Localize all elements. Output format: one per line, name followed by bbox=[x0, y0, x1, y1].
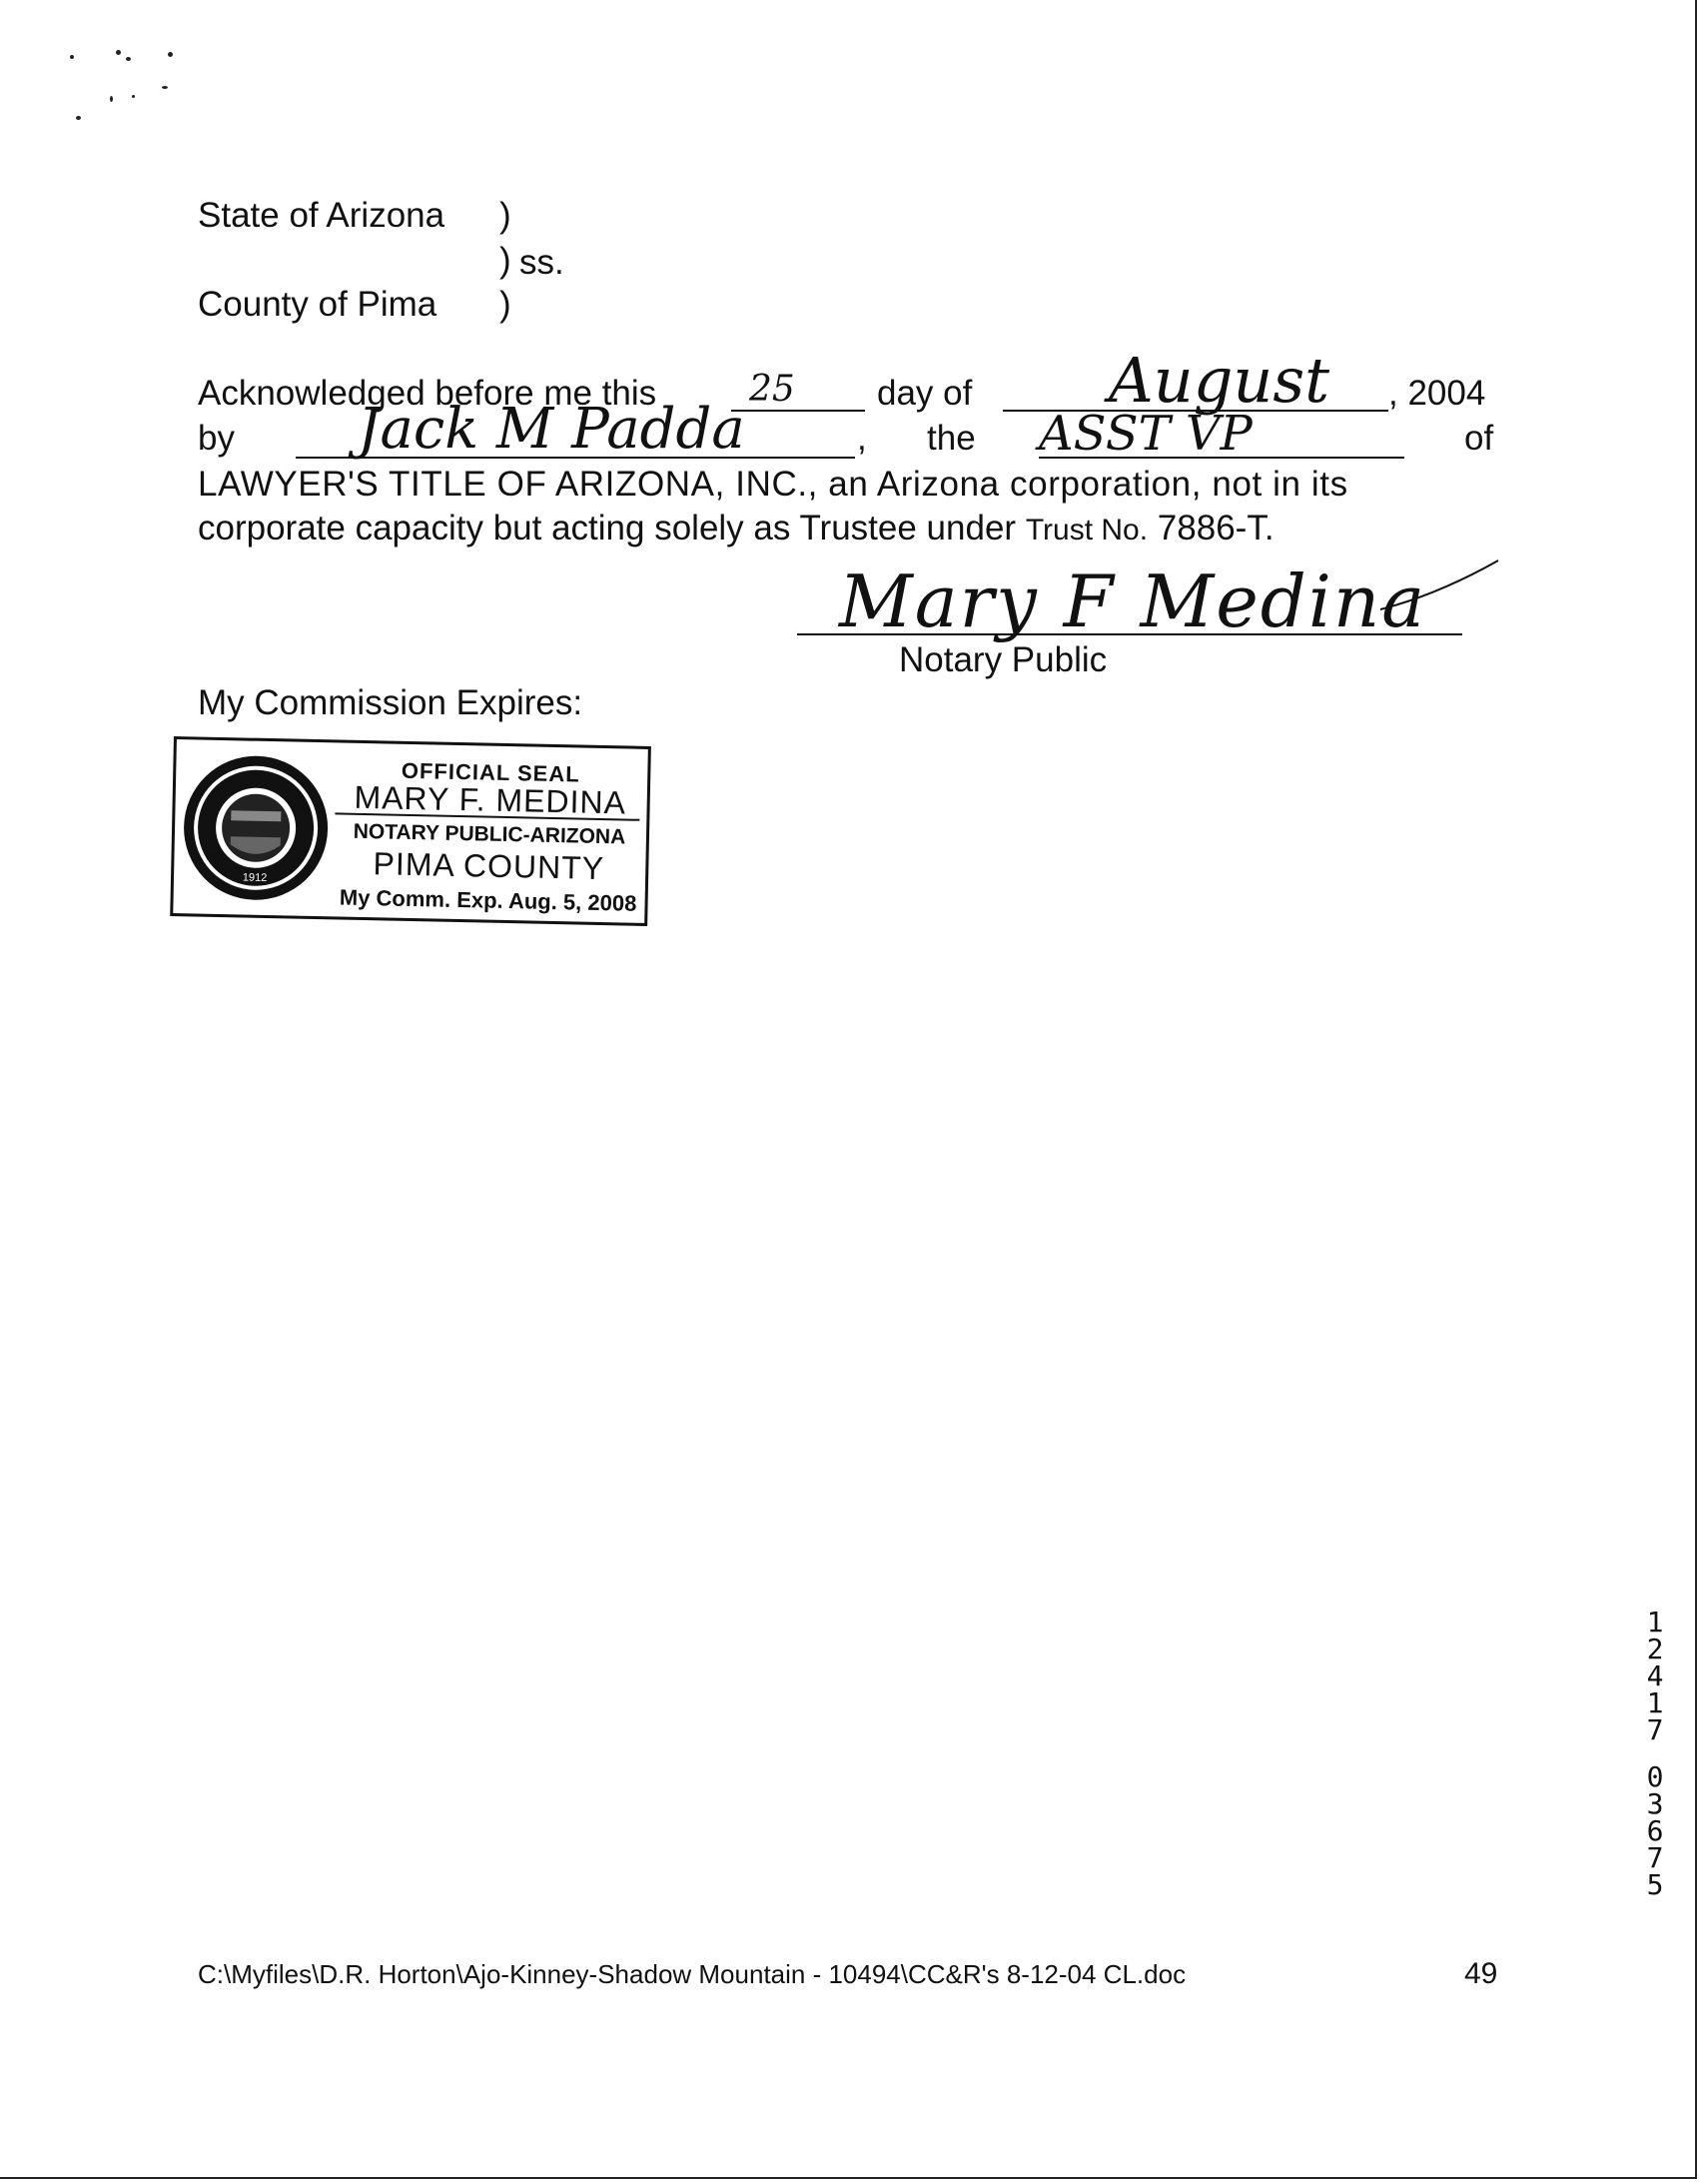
footer-page-number: 49 bbox=[1464, 1957, 1498, 1990]
ack-year: , 2004 bbox=[1388, 374, 1486, 413]
stamp-digit: 1 bbox=[1646, 1686, 1664, 1719]
signature-flourish bbox=[1378, 554, 1503, 614]
ack-day-of: day of bbox=[877, 374, 973, 413]
day-blank bbox=[731, 410, 865, 412]
ack-line4 bbox=[198, 511, 1275, 546]
stamp-digit: 5 bbox=[1646, 1868, 1664, 1901]
name-handwritten: Jack M Padda bbox=[358, 397, 745, 462]
seal-name: MARY F. MEDINA bbox=[354, 778, 627, 821]
notary-label: Notary Public bbox=[899, 640, 1108, 679]
ack-comma: , bbox=[857, 419, 867, 458]
scan-speck bbox=[76, 116, 81, 120]
month-handwritten: August bbox=[1109, 344, 1330, 417]
scan-speck bbox=[132, 95, 135, 98]
stamp-digit: 0 bbox=[1646, 1760, 1664, 1793]
seal-title: OFFICIAL SEAL bbox=[401, 757, 580, 787]
stamp-digit: 7 bbox=[1646, 1713, 1664, 1746]
scan-speck bbox=[116, 50, 121, 55]
ack-line4-main: corporate capacity but acting solely as Trustee under bbox=[198, 509, 1017, 547]
scan-speck bbox=[70, 55, 74, 59]
day-handwritten: 25 bbox=[749, 369, 795, 410]
seal-role: NOTARY PUBLIC-ARIZONA bbox=[353, 819, 626, 849]
title-handwritten: ASST VP bbox=[1039, 406, 1253, 462]
scan-speck bbox=[168, 52, 173, 57]
stamp-digit: 1 bbox=[1646, 1606, 1664, 1638]
stamp-digit: 7 bbox=[1646, 1841, 1664, 1874]
stamp-digit: 4 bbox=[1646, 1659, 1664, 1692]
venue-ss: ss. bbox=[519, 243, 564, 282]
ack-line4-small: Trust No. bbox=[1025, 514, 1149, 546]
scan-speck bbox=[110, 96, 113, 102]
official-seal-stamp bbox=[170, 736, 651, 926]
ack-line1-start: Acknowledged before me this bbox=[198, 374, 657, 413]
venue-county: County of Pima bbox=[198, 285, 437, 324]
recording-stamp bbox=[1638, 1606, 1672, 1901]
venue-paren-3: ) bbox=[499, 285, 511, 324]
ack-by: by bbox=[198, 419, 235, 458]
ack-line4-end: 7886-T. bbox=[1157, 509, 1275, 547]
ack-of: of bbox=[1464, 419, 1494, 458]
footer-file-path: C:\Myfiles\D.R. Horton\Ajo-Kinney-Shadow Mountain - 10494\CC&R's 8-12-04 CL.doc bbox=[198, 1959, 1187, 1989]
arizona-state-seal-icon bbox=[180, 751, 333, 904]
seal-expires: My Comm. Exp. Aug. 5, 2008 bbox=[339, 884, 637, 916]
ack-the: the bbox=[927, 419, 976, 458]
stamp-digit: 3 bbox=[1646, 1787, 1664, 1820]
scan-speck bbox=[162, 86, 168, 89]
svg-text:1912: 1912 bbox=[242, 871, 268, 884]
commission-label: My Commission Expires: bbox=[198, 683, 583, 722]
ack-line3: LAWYER'S TITLE OF ARIZONA, INC., an Arizona corporation, not in its bbox=[198, 465, 1348, 504]
stamp-digit: 2 bbox=[1646, 1633, 1664, 1665]
scan-speck bbox=[126, 57, 131, 61]
venue-paren-1: ) bbox=[499, 196, 511, 235]
venue-paren-2: ) bbox=[499, 241, 511, 280]
notary-signature: Mary F Medina bbox=[839, 559, 1427, 643]
seal-county: PIMA COUNTY bbox=[373, 845, 605, 887]
stamp-digit: 6 bbox=[1646, 1814, 1664, 1847]
venue-state: State of Arizona bbox=[198, 196, 445, 235]
